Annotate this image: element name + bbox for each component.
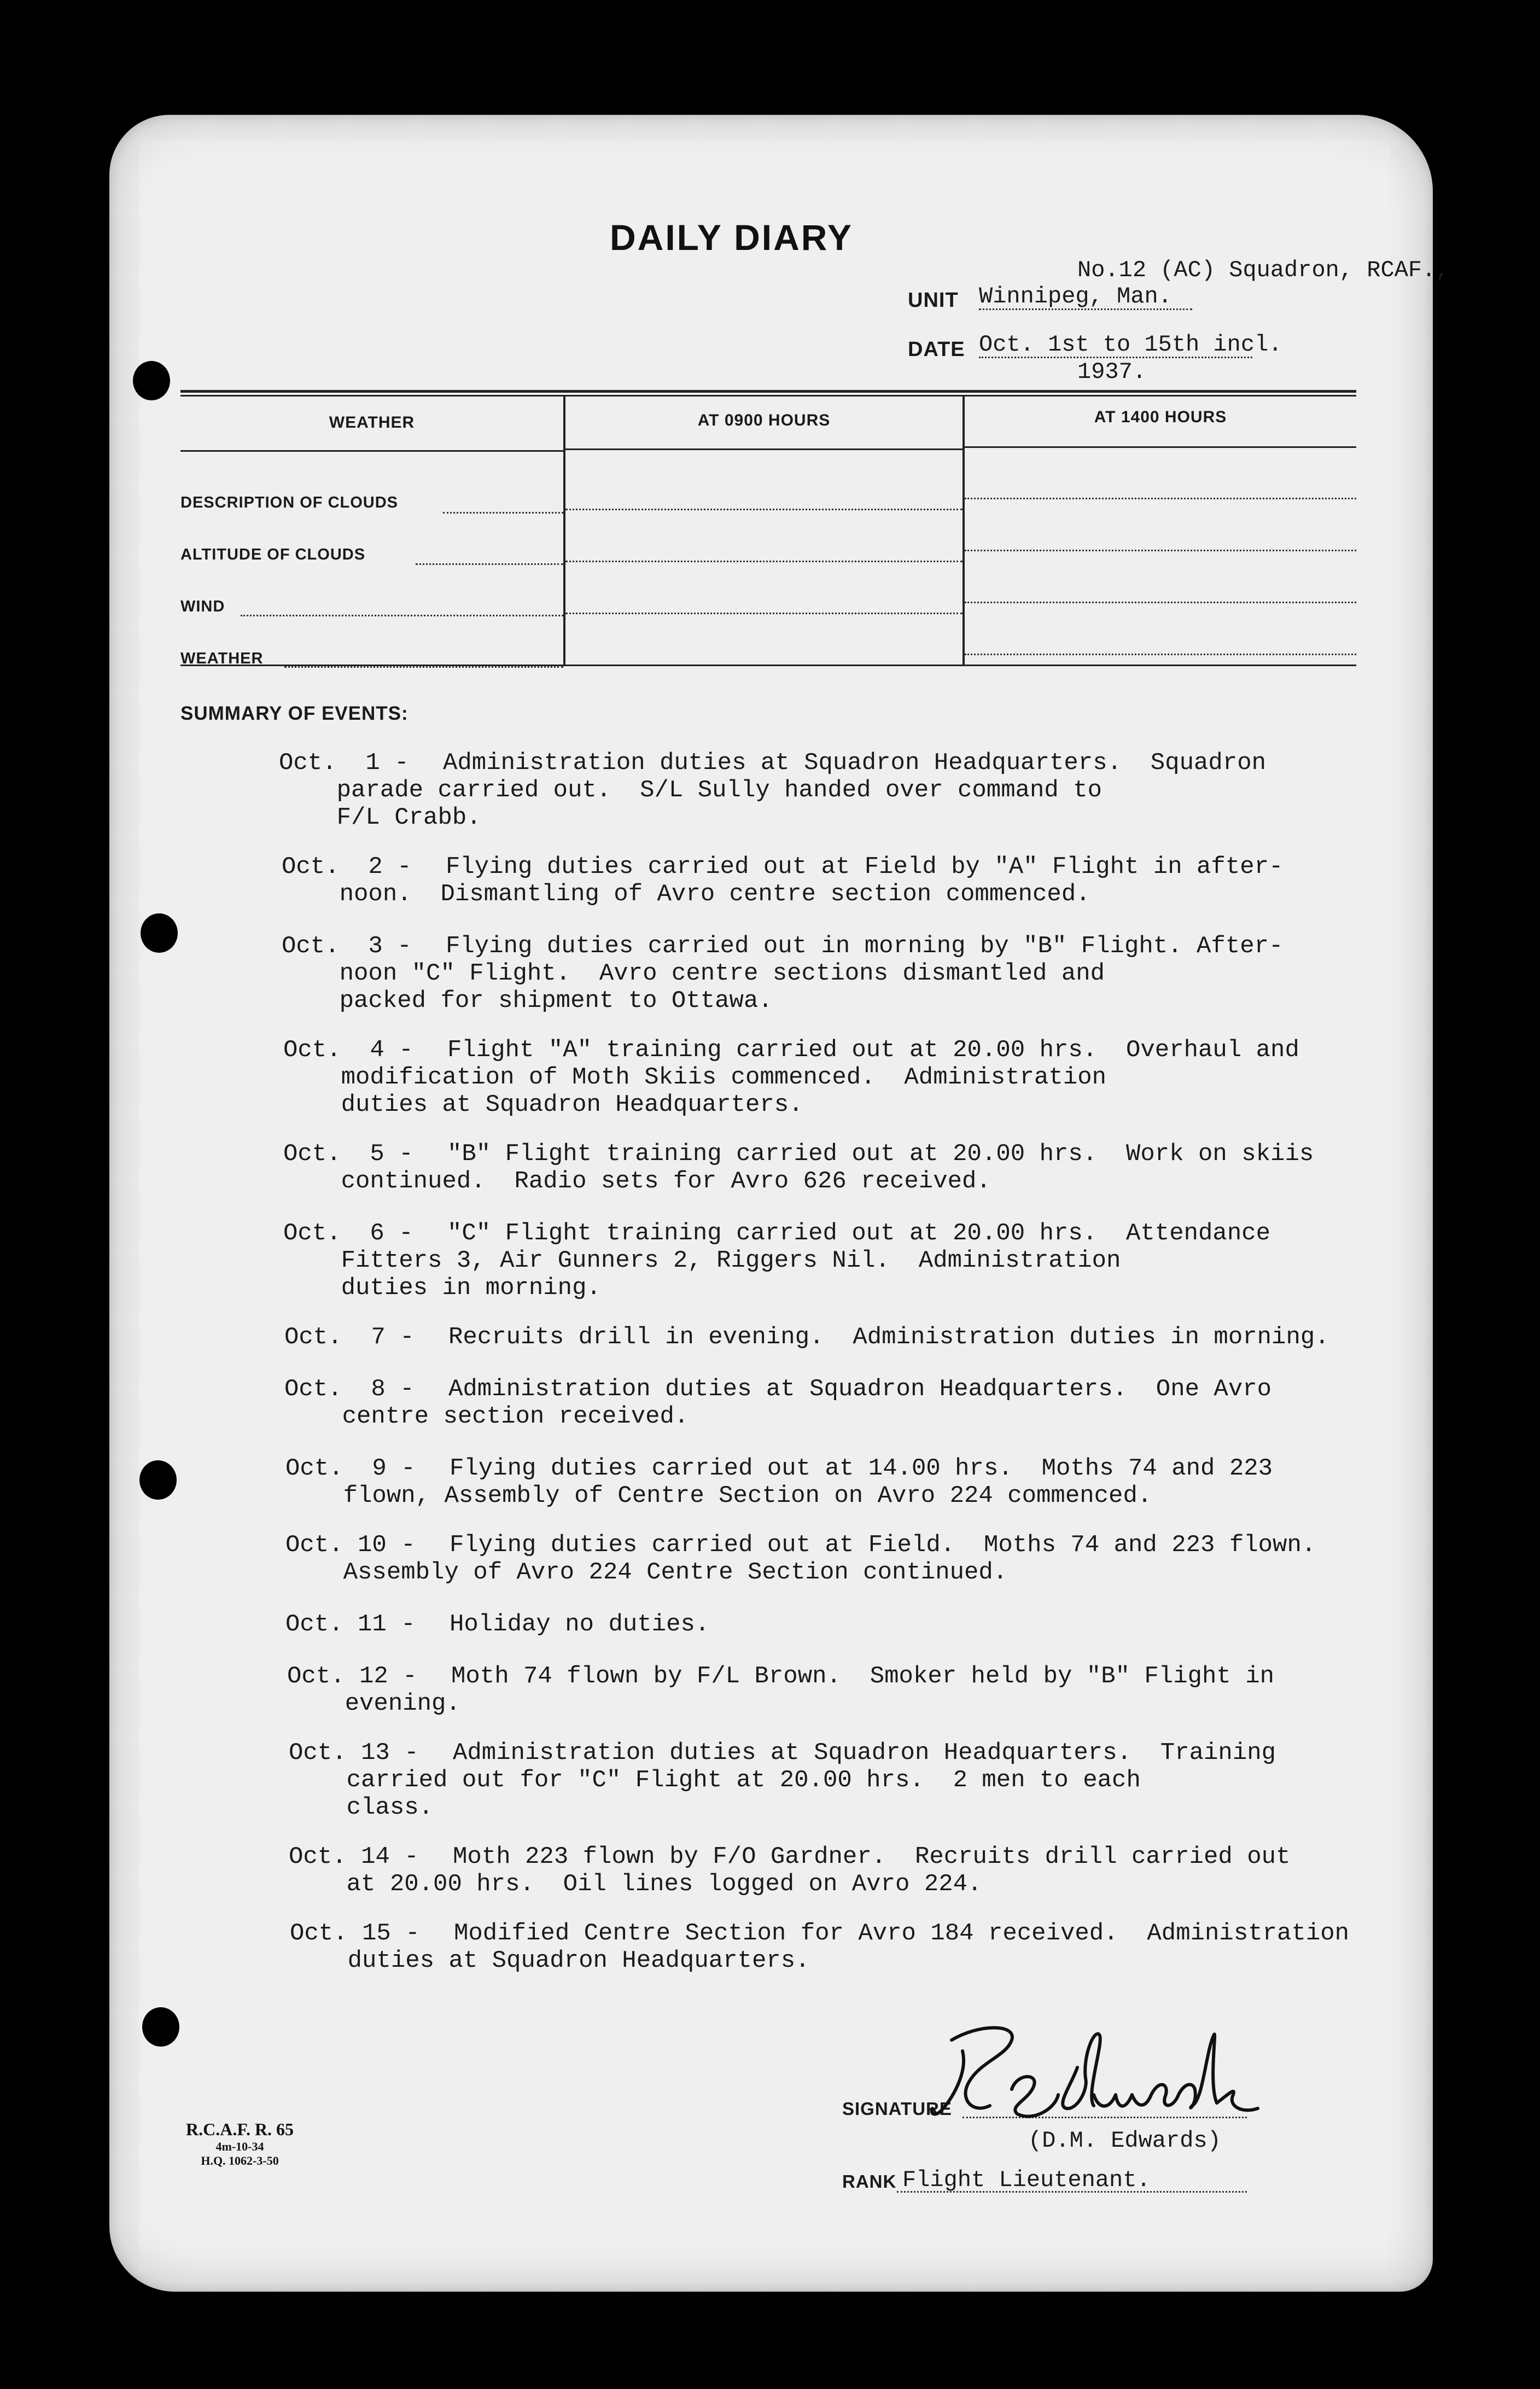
rank-dotted-line [897,2191,1247,2193]
event-text: "B" Flight training carried out at 20.00 hrs. Work on skiis continued. Radio sets for Avro 626 received. [341,1140,1314,1195]
event-entry [283,1036,1299,1118]
event-text: Flight "A" training carried out at 20.00 hrs. Overhaul and modification of Moth Skiis commenced. Administration duties at Squadron Headquarters. [341,1036,1299,1118]
form-number-line: H.Q. 1062-3-50 [201,2154,279,2167]
event-date: Oct. 8 - [284,1376,415,1403]
event-entry [290,1920,1349,1974]
unit-value: Winnipeg, Man. [979,283,1172,310]
punch-hole [141,913,178,953]
punch-hole [133,361,170,400]
event-text: Moth 223 flown by F/O Gardner. Recruits drill carried out at 20.00 hrs. Oil lines logged on Avro 224. [346,1843,1291,1898]
event-entry [284,1376,1271,1430]
event-entry [285,1611,709,1638]
event-text: Administration duties at Squadron Headquarters. One Avro centre section received. [342,1376,1272,1430]
event-date: Oct. 10 - [285,1531,416,1559]
row-dotted-line [443,512,563,514]
event-date: Oct. 4 - [283,1036,413,1064]
event-date: Oct. 13 - [289,1739,419,1767]
date-dotted-line [979,357,1252,358]
event-entry [283,1220,1270,1302]
handwritten-signature [930,2018,1269,2128]
table-top-rule [180,390,1356,393]
weather-row-label: DESCRIPTION OF CLOUDS [180,494,399,511]
event-entry [285,1455,1273,1510]
table-top-rule-2 [180,395,1356,397]
event-text: Moth 74 flown by F/L Brown. Smoker held by "B" Flight in evening. [345,1663,1275,1717]
cell-dotted-line [965,654,1356,655]
event-date: Oct. 9 - [285,1455,416,1482]
cell-dotted-line [965,498,1356,499]
cell-dotted-line [565,509,962,510]
unit-name: No.12 (AC) Squadron, RCAF., [1077,257,1450,283]
cell-dotted-line [965,550,1356,551]
rank-label: RANK [842,2171,897,2192]
event-entry [283,1140,1314,1195]
column-divider [563,397,565,665]
column-divider [962,397,965,665]
event-text: Administration duties at Squadron Headquarters. Training carried out for "C" Flight at 20.00 hrs. 2 men to each class. [346,1739,1276,1821]
signer-name: (D.M. Edwards) [1028,2128,1221,2154]
page-title: DAILY DIARY [610,217,853,258]
0900-column-header: AT 0900 HOURS [697,411,831,429]
punch-hole [142,2007,179,2047]
event-entry [285,1531,1316,1586]
date-value: Oct. 1st to 15th incl. [979,331,1282,358]
event-entry [289,1843,1290,1898]
row-dotted-line [416,563,563,565]
1400-column-header: AT 1400 HOURS [1094,408,1227,426]
event-text: "C" Flight training carried out at 20.00 hrs. Attendance Fitters 3, Air Gunners 2, Riggers Nil. Administration duties in morning. [341,1220,1271,1302]
event-text: Holiday no duties. [450,1611,710,1638]
event-text: Flying duties carried out at 14.00 hrs. Moths 74 and 223 flown, Assembly of Centre Section on Avro 224 commenced. [343,1455,1273,1510]
event-text: Flying duties carried out at Field. Moths 74 and 223 flown. Assembly of Avro 224 Centre Section continued. [343,1531,1316,1586]
signature-label: SIGNATURE [842,2099,952,2119]
row-dotted-line [284,666,563,668]
punch-hole [139,1460,177,1500]
event-text: Flying duties carried out in morning by "B" Flight. After- noon "C" Flight. Avro centre sections dismantled and packed for shipment to Ottawa. [339,933,1284,1015]
event-entry [282,933,1283,1015]
date-label: DATE [908,338,965,361]
event-date: Oct. 6 - [283,1220,413,1247]
form-number [186,2119,294,2168]
event-date: Oct. 14 - [289,1843,419,1871]
event-date: Oct. 12 - [287,1663,417,1690]
event-date: Oct. 3 - [282,933,412,960]
unit-label: UNIT [908,289,959,312]
header-underline [180,450,563,452]
event-text: Flying duties carried out at Field by "A" Flight in after- noon. Dismantling of Avro centre section commenced. [339,853,1284,908]
header-underline [565,448,962,450]
event-date: Oct. 15 - [290,1920,420,1947]
unit-dotted-line [979,308,1192,310]
cell-dotted-line [965,602,1356,603]
event-entry [287,1663,1274,1717]
header-underline [965,446,1356,448]
event-date: Oct. 11 - [285,1611,416,1638]
cell-dotted-line [565,613,962,614]
event-text: Modified Centre Section for Avro 184 received. Administration duties at Squadron Headquarters. [347,1920,1350,1974]
event-date: Oct. 2 - [282,853,412,881]
rank-value: Flight Lieutenant. [902,2167,1151,2193]
event-entry [289,1739,1276,1821]
event-text: Administration duties at Squadron Headquarters. Squadron parade carried out. S/L Sully handed over command to F/L Crabb. [336,749,1267,831]
cell-dotted-line [565,561,962,562]
event-entry [279,749,1266,831]
weather-row-label: ALTITUDE OF CLOUDS [180,546,366,563]
summary-title: SUMMARY OF EVENTS: [180,703,409,724]
weather-column-header: WEATHER [329,413,415,432]
date-year: 1937. [1077,359,1147,385]
form-number-line: 4m-10-34 [215,2140,264,2153]
event-date: Oct. 1 - [279,749,409,777]
weather-row-label: WEATHER [180,650,264,667]
weather-row-label: WIND [180,598,225,615]
diary-page [109,115,1450,2292]
row-dotted-line [241,615,563,616]
form-number-line: R.C.A.F. R. 65 [186,2119,294,2139]
event-entry [282,853,1283,908]
event-date: Oct. 5 - [283,1140,413,1168]
event-text: Recruits drill in evening. Administration duties in morning. [448,1324,1329,1351]
event-entry [284,1324,1329,1351]
event-date: Oct. 7 - [284,1324,415,1351]
